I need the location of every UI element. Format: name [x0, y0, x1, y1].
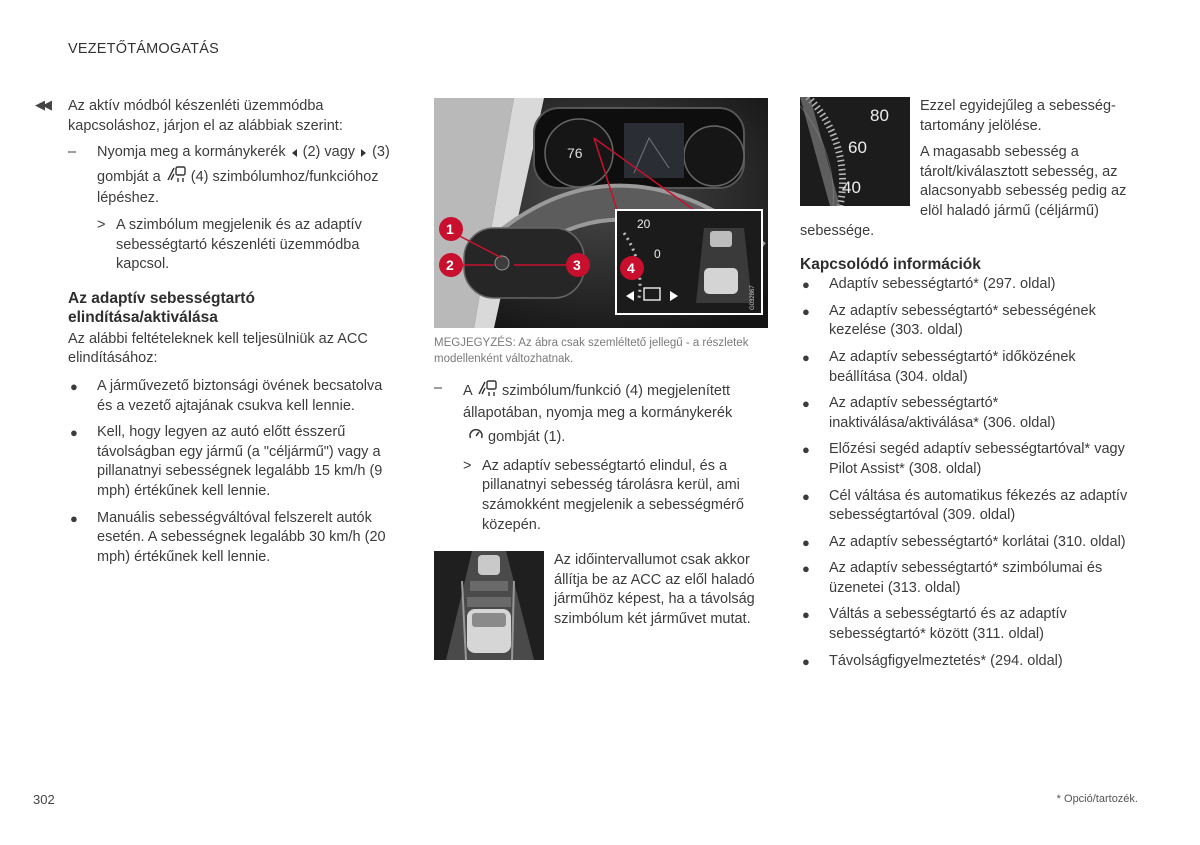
intro-text: Az aktív módból készenléti üzemmódba kapcsoláshoz, járjon el az alábbiak szerint:: [68, 98, 343, 134]
list-item: ● Manuális sebességváltóval felszerelt autók esetén. A sebességnek legalább 30 km/h (20 mph) értékűnek kell lennie.: [70, 509, 386, 565]
speedo-label-60: 60: [848, 138, 867, 157]
step-text: gombját (1).: [488, 429, 566, 446]
image-code: G032867: [750, 285, 756, 310]
related-list: [800, 275, 1135, 671]
footnote: * Opció/tartozék.: [1056, 793, 1138, 805]
conditions-list: [68, 377, 398, 567]
section-header: VEZETŐTÁMOGATÁS: [68, 41, 219, 57]
speedo-label-40: 40: [842, 178, 861, 197]
related-link[interactable]: ● Az adaptív sebességtartó* időközének beállítása (304. oldal): [802, 348, 1076, 385]
callout-3: 3: [573, 257, 581, 273]
page-number: 302: [33, 792, 55, 807]
step-item: [68, 143, 398, 209]
speed-explanation: A magasabb sebesség a tárolt/kiválasztott sebesség, az alacsonyabb sebesség pedig az elöl haladó jármű (céljármű) sebessége.: [800, 144, 1127, 239]
related-link[interactable]: ● Cél váltása és automatikus fékezés az adaptív sebességtartóval (309. oldal): [802, 487, 1128, 524]
steering-wheel-figure: [434, 98, 768, 328]
related-link[interactable]: ● Adaptív sebességtartó* (297. oldal): [802, 276, 1056, 293]
step-text: (4) szimbólumhoz/funkcióhoz lépéshez.: [97, 168, 379, 207]
related-link[interactable]: ● Váltás a sebességtartó és az adaptív sebességtartó* között (311. oldal): [802, 606, 1067, 643]
dash-marker: –: [68, 144, 77, 161]
related-link[interactable]: ● Az adaptív sebességtartó* sebességének kezelése (303. oldal): [802, 302, 1096, 339]
related-link[interactable]: ● Az adaptív sebességtartó* korlátai (310. oldal): [802, 533, 1126, 550]
speedometer-button-icon: [468, 427, 484, 450]
speedo-label-80: 80: [870, 106, 889, 125]
inset-speed-low: 0: [654, 247, 661, 261]
related-link[interactable]: ● Távolságfigyelmeztetés* (294. oldal): [802, 652, 1063, 669]
list-item: ● Kell, hogy legyen az autó előtt ésszerű távolságban egy jármű (a "céljármű") vagy a pillanatnyi sebességnek legalább 15 km/h (9 mph) értékűnek kell lennie.: [70, 424, 383, 499]
column-middle: [434, 98, 769, 660]
step-text: (3) gombját a: [97, 144, 390, 185]
speedometer-figure: [800, 97, 910, 206]
callout-2: 2: [446, 257, 454, 273]
speed-readout: 76: [567, 145, 583, 161]
acc-symbol-icon: [476, 379, 498, 404]
related-link[interactable]: ● Az adaptív sebességtartó* inaktiválása/aktiválása* (306. oldal): [802, 395, 1056, 431]
result-item: [68, 216, 398, 275]
result-text: A szimbólum megjelenik és az adaptív sebességtartó készenléti üzemmódba kapcsol.: [116, 216, 362, 273]
note-block: [434, 551, 769, 629]
inset-speed-high: 20: [637, 217, 651, 231]
list-item: ● A járművezető biztonsági övének becsatolva és a vezető ajtajának csukva kell lennie.: [70, 377, 383, 414]
dash-marker: –: [434, 380, 443, 396]
step-item: [434, 379, 769, 450]
related-heading: Kapcsolódó információk: [800, 256, 981, 274]
figure-caption: MEGJEGYZÉS: Az ábra csak szemléltető jellegű - a részletek modellenként változhatnak.: [434, 337, 749, 365]
note-text: Az időintervallumot csak akkor állítja be az ACC az elől haladó járműhöz képest, ha a távolság szimbólum két járművet mutat.: [554, 552, 755, 627]
result-marker: >: [463, 457, 472, 474]
step-text: (2) vagy: [302, 144, 356, 161]
result-item: [434, 457, 769, 535]
acc-symbol-icon: [165, 165, 187, 190]
step-text: A: [463, 383, 472, 399]
back-arrows-icon[interactable]: ◀◀: [35, 97, 49, 112]
result-text: Az adaptív sebességtartó elindul, és a pillanatnyi sebesség tárolásra kerül, ami számokként megjelenik a sebességmérő közepén.: [482, 457, 744, 533]
callout-1: 1: [446, 221, 454, 237]
distance-symbol-figure: [434, 551, 544, 660]
step-text: Nyomja meg a kormánykerék: [97, 144, 286, 161]
column-left: [68, 97, 398, 574]
section-heading: Az adaptív sebességtartó elindítása/aktiválása: [68, 289, 255, 326]
conditions-intro: Az alábbi feltételeknek kell teljesülniük az ACC elindításához:: [68, 330, 368, 367]
callout-4: 4: [627, 260, 635, 276]
column-right: [800, 97, 1135, 678]
related-link[interactable]: ● Előzési segéd adaptív sebességtartóval* vagy Pilot Assist* (308. oldal): [802, 441, 1125, 477]
related-link[interactable]: ● Az adaptív sebességtartó* szimbólumai és üzenetei (313. oldal): [802, 560, 1103, 596]
step-text: szimbólum/funkció (4) megjelenített állapotában, nyomja meg a kormánykerék: [463, 383, 733, 421]
left-arrow-icon: [290, 145, 299, 165]
result-marker: >: [97, 216, 106, 233]
range-text: Ezzel egyidejűleg a sebesség-tartomány jelölése.: [920, 98, 1116, 134]
right-arrow-icon: [359, 145, 368, 165]
